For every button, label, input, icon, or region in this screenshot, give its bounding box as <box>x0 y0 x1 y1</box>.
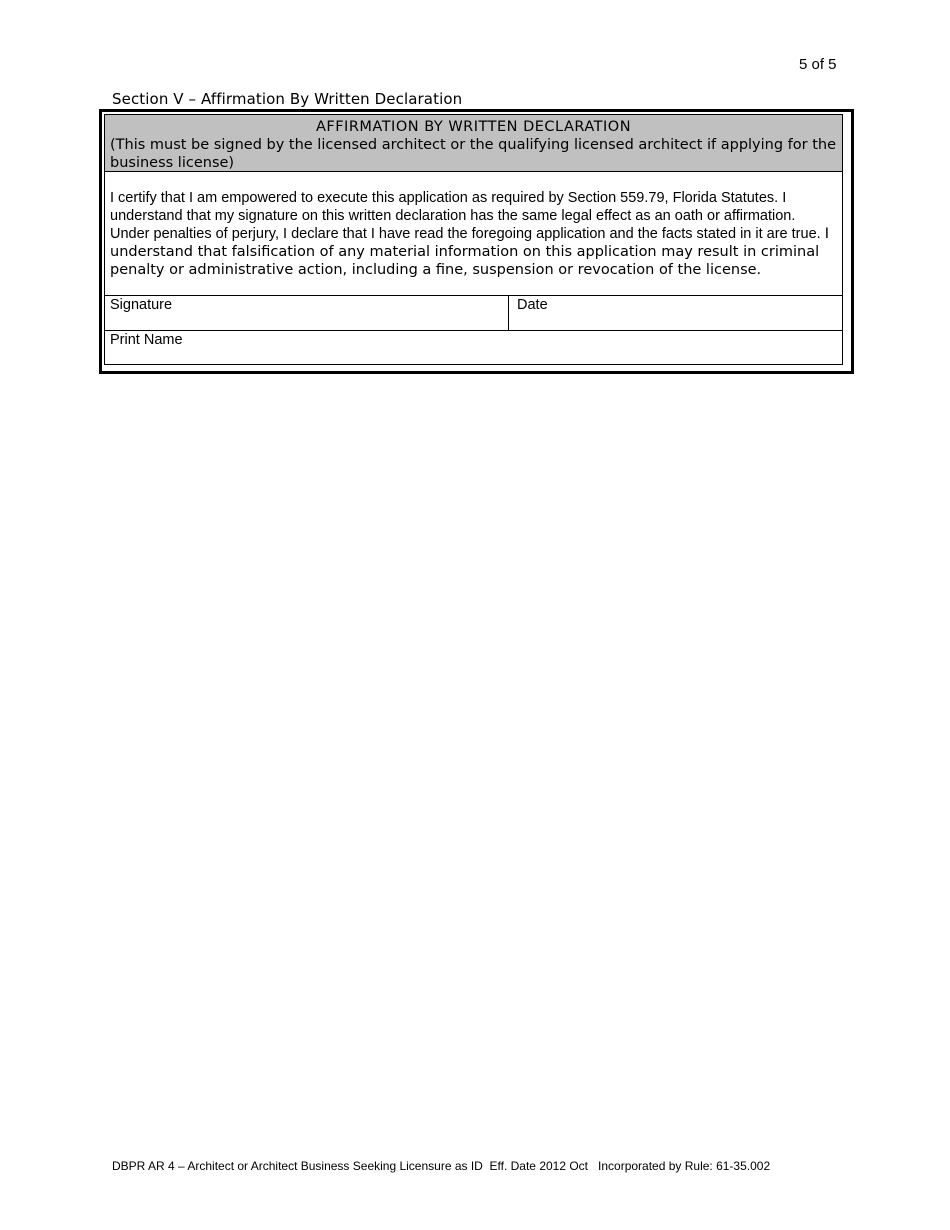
page-number: 5 of 5 <box>799 56 837 73</box>
section-title: Section V – Affirmation By Written Declaration <box>112 90 463 108</box>
affirmation-form-inner <box>104 114 843 365</box>
affirmation-statement <box>105 172 842 296</box>
affirmation-header-title: AFFIRMATION BY WRITTEN DECLARATION <box>315 119 632 135</box>
affirmation-header <box>105 115 842 172</box>
date-label: Date <box>517 297 548 313</box>
print-name-label: Print Name <box>110 332 183 348</box>
signature-row <box>105 296 842 331</box>
affirmation-statement-part1: I certify that I am empowered to execute this application as required by Section 559.79, Florida Statutes. I understand that my signature on this written declaration has the same legal effect as an oath or affirmation. Under penalties of perjury, I declare that I have read the foregoing application and the facts stated in it are true. <box>110 190 825 242</box>
signature-field[interactable] <box>105 296 509 330</box>
page-footer: DBPR AR 4 – Architect or Architect Business Seeking Licensure as ID Eff. Date 2012 Oct Incorporated by Rule: 61-35.002 <box>112 1159 771 1173</box>
print-name-field[interactable] <box>105 331 842 364</box>
signature-label: Signature <box>110 297 173 313</box>
affirmation-form-box <box>99 109 854 374</box>
affirmation-statement-part2: I understand that falsification of any material information on this application may result in criminal penalty or administrative action, including a fine, suspension or revocation of the license. <box>110 226 829 278</box>
affirmation-header-subtitle: (This must be signed by the licensed architect or the qualifying licensed architect if applying for the business license) <box>110 137 837 171</box>
date-field[interactable] <box>509 296 842 332</box>
